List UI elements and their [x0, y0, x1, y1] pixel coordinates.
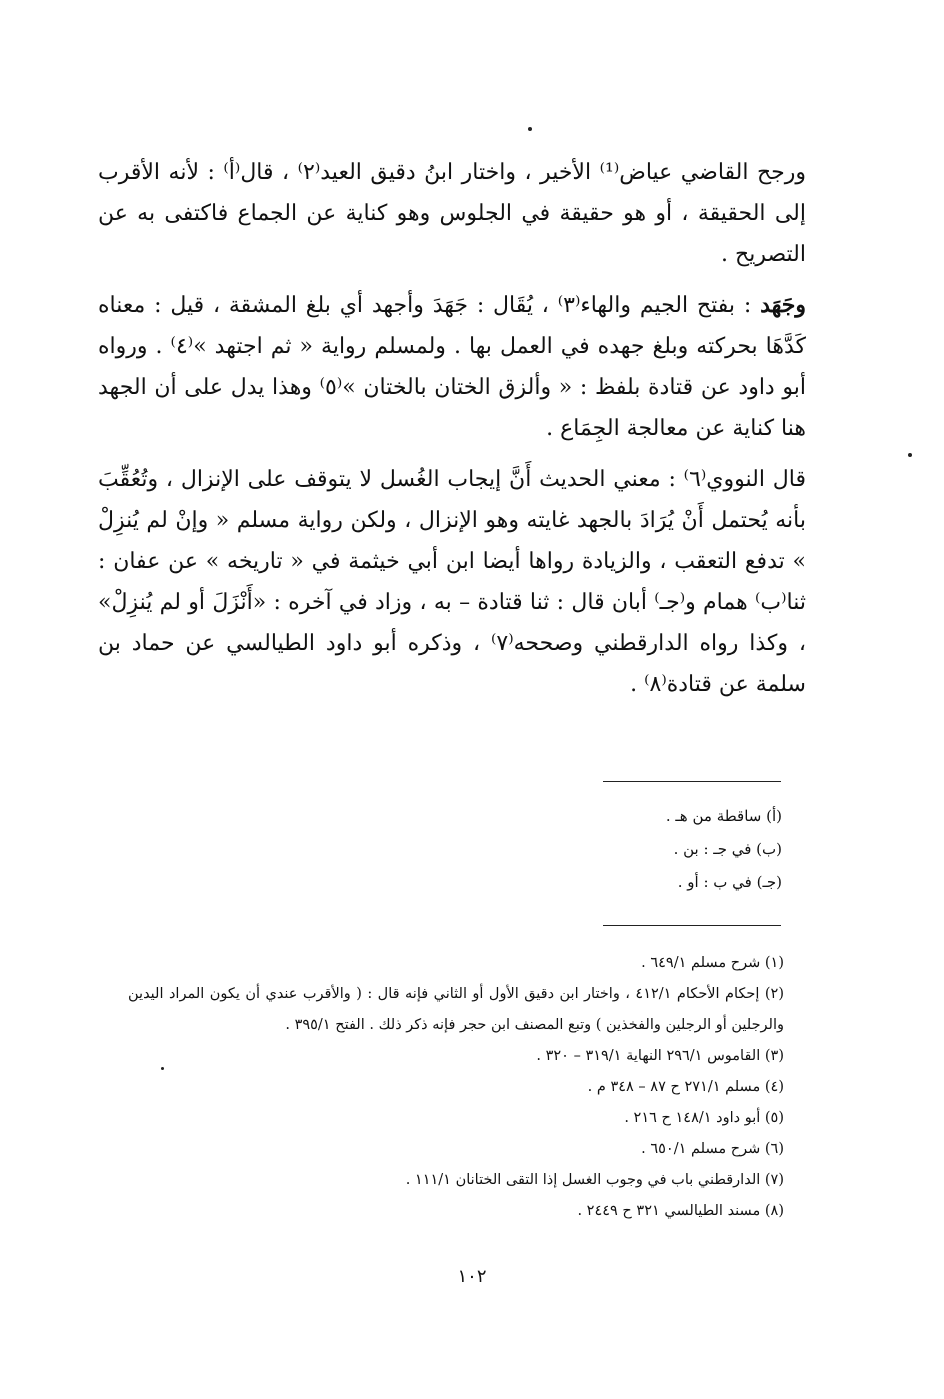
ink-speck	[908, 453, 912, 457]
reference-note: (٤) مسلم ٢٧١/١ ح ٨٧ – ٣٤٨ م .	[587, 1079, 784, 1095]
paragraph-2-text: : بفتح الجيم والهاء⁽٣⁾ ، يُقَال : جَهَدَ وأجهد أي بلغ المشقة ، قيل : معناه كَدَّهَا بحركته وبلغ جهده في العمل بها . ولمسلم رواية « ثم اجتهد »⁽٤⁾ . ورواه أبو داود عن قتادة بلفظ : « وألزق الختان بالختان »⁽٥⁾ وهذا يدل على أن الجهد هنا كناية عن معالجة الجِمَاع .	[98, 293, 806, 441]
main-text	[98, 152, 806, 715]
ink-speck	[528, 127, 532, 131]
reference-note: (٢) إحكام الأحكام ٤١٢/١ ، واختار ابن دقيق الأول أو الثاني فإنه قال : ( والأقرب عندي أن يكون المراد اليدين والرجلين أو الرجلين والفخذين ) وتبع المصنف ابن حجر فإنه ذكر ذلك . الفتح ٣٩٥/١ .	[128, 986, 784, 1033]
paragraph-2	[98, 285, 806, 449]
variant-note: (ب) في جـ : بن .	[673, 840, 782, 858]
paragraph-2-heading: وجَهَد	[760, 292, 806, 318]
reference-note: (٨) مسند الطيالسي ٣٢١ ح ٢٤٤٩ .	[577, 1203, 784, 1219]
paragraph-1: ورجح القاضي عياض⁽¹⁾ الأخير ، واختار ابنُ دقيق العيد⁽٢⁾ ، قال⁽أ⁾ : لأنه الأقرب إلى الحقيقة ، أو هو حقيقة في الجلوس وهو كناية عن الجماع فاكتفى به عن التصريح .	[98, 160, 807, 267]
footnote-divider-1	[603, 781, 781, 782]
reference-note: (٦) شرح مسلم ٦٥٠/١ .	[641, 1141, 784, 1157]
paragraph-3: قال النووي⁽٦⁾ : معني الحديث أَنَّ إيجاب الغُسل لا يتوقف على الإنزال ، وتُعُقِّبَ بأنه يُحتمل أَنْ يُرَادَ بالجهد غايته وهو الإنزال ، ولكن رواية مسلم « وإنْ لم يُنزِلْ » تدفع التعقب ، والزيادة رواها أيضا ابن أبي خيثمة في « تاريخه » عن عفان : ثنا⁽ب⁾ همام و⁽جـ⁾ أبان قال : ثنا قتادة – به ، وزاد في آخره : «أَنْزَلَ أو لم يُنزِلْ» ، وكذا رواه الدارقطني وصححه⁽٧⁾ ، وذكره أبو داود الطيالسي عن حماد بن سلمة عن قتادة⁽٨⁾ .	[98, 467, 807, 697]
reference-note: (٧) الدارقطني باب في وجوب الغسل إذا التقى الختانان ١١١/١ .	[405, 1172, 784, 1188]
variant-notes	[382, 800, 782, 899]
reference-note: (٥) أبو داود ١٤٨/١ ح ٢١٦ .	[624, 1110, 784, 1126]
reference-note: (٣) القاموس ٢٩٦/١ النهاية ٣١٩/١ – ٣٢٠ .	[536, 1048, 784, 1064]
page-number: ١٠٢	[457, 1266, 487, 1287]
variant-note: (أ) ساقطة من هـ .	[665, 807, 782, 825]
reference-note: (١) شرح مسلم ٦٤٩/١ .	[641, 955, 784, 971]
footnote-divider-2	[603, 925, 781, 926]
reference-notes	[128, 948, 784, 1227]
variant-note: (جـ) في ب : أو .	[677, 873, 782, 891]
